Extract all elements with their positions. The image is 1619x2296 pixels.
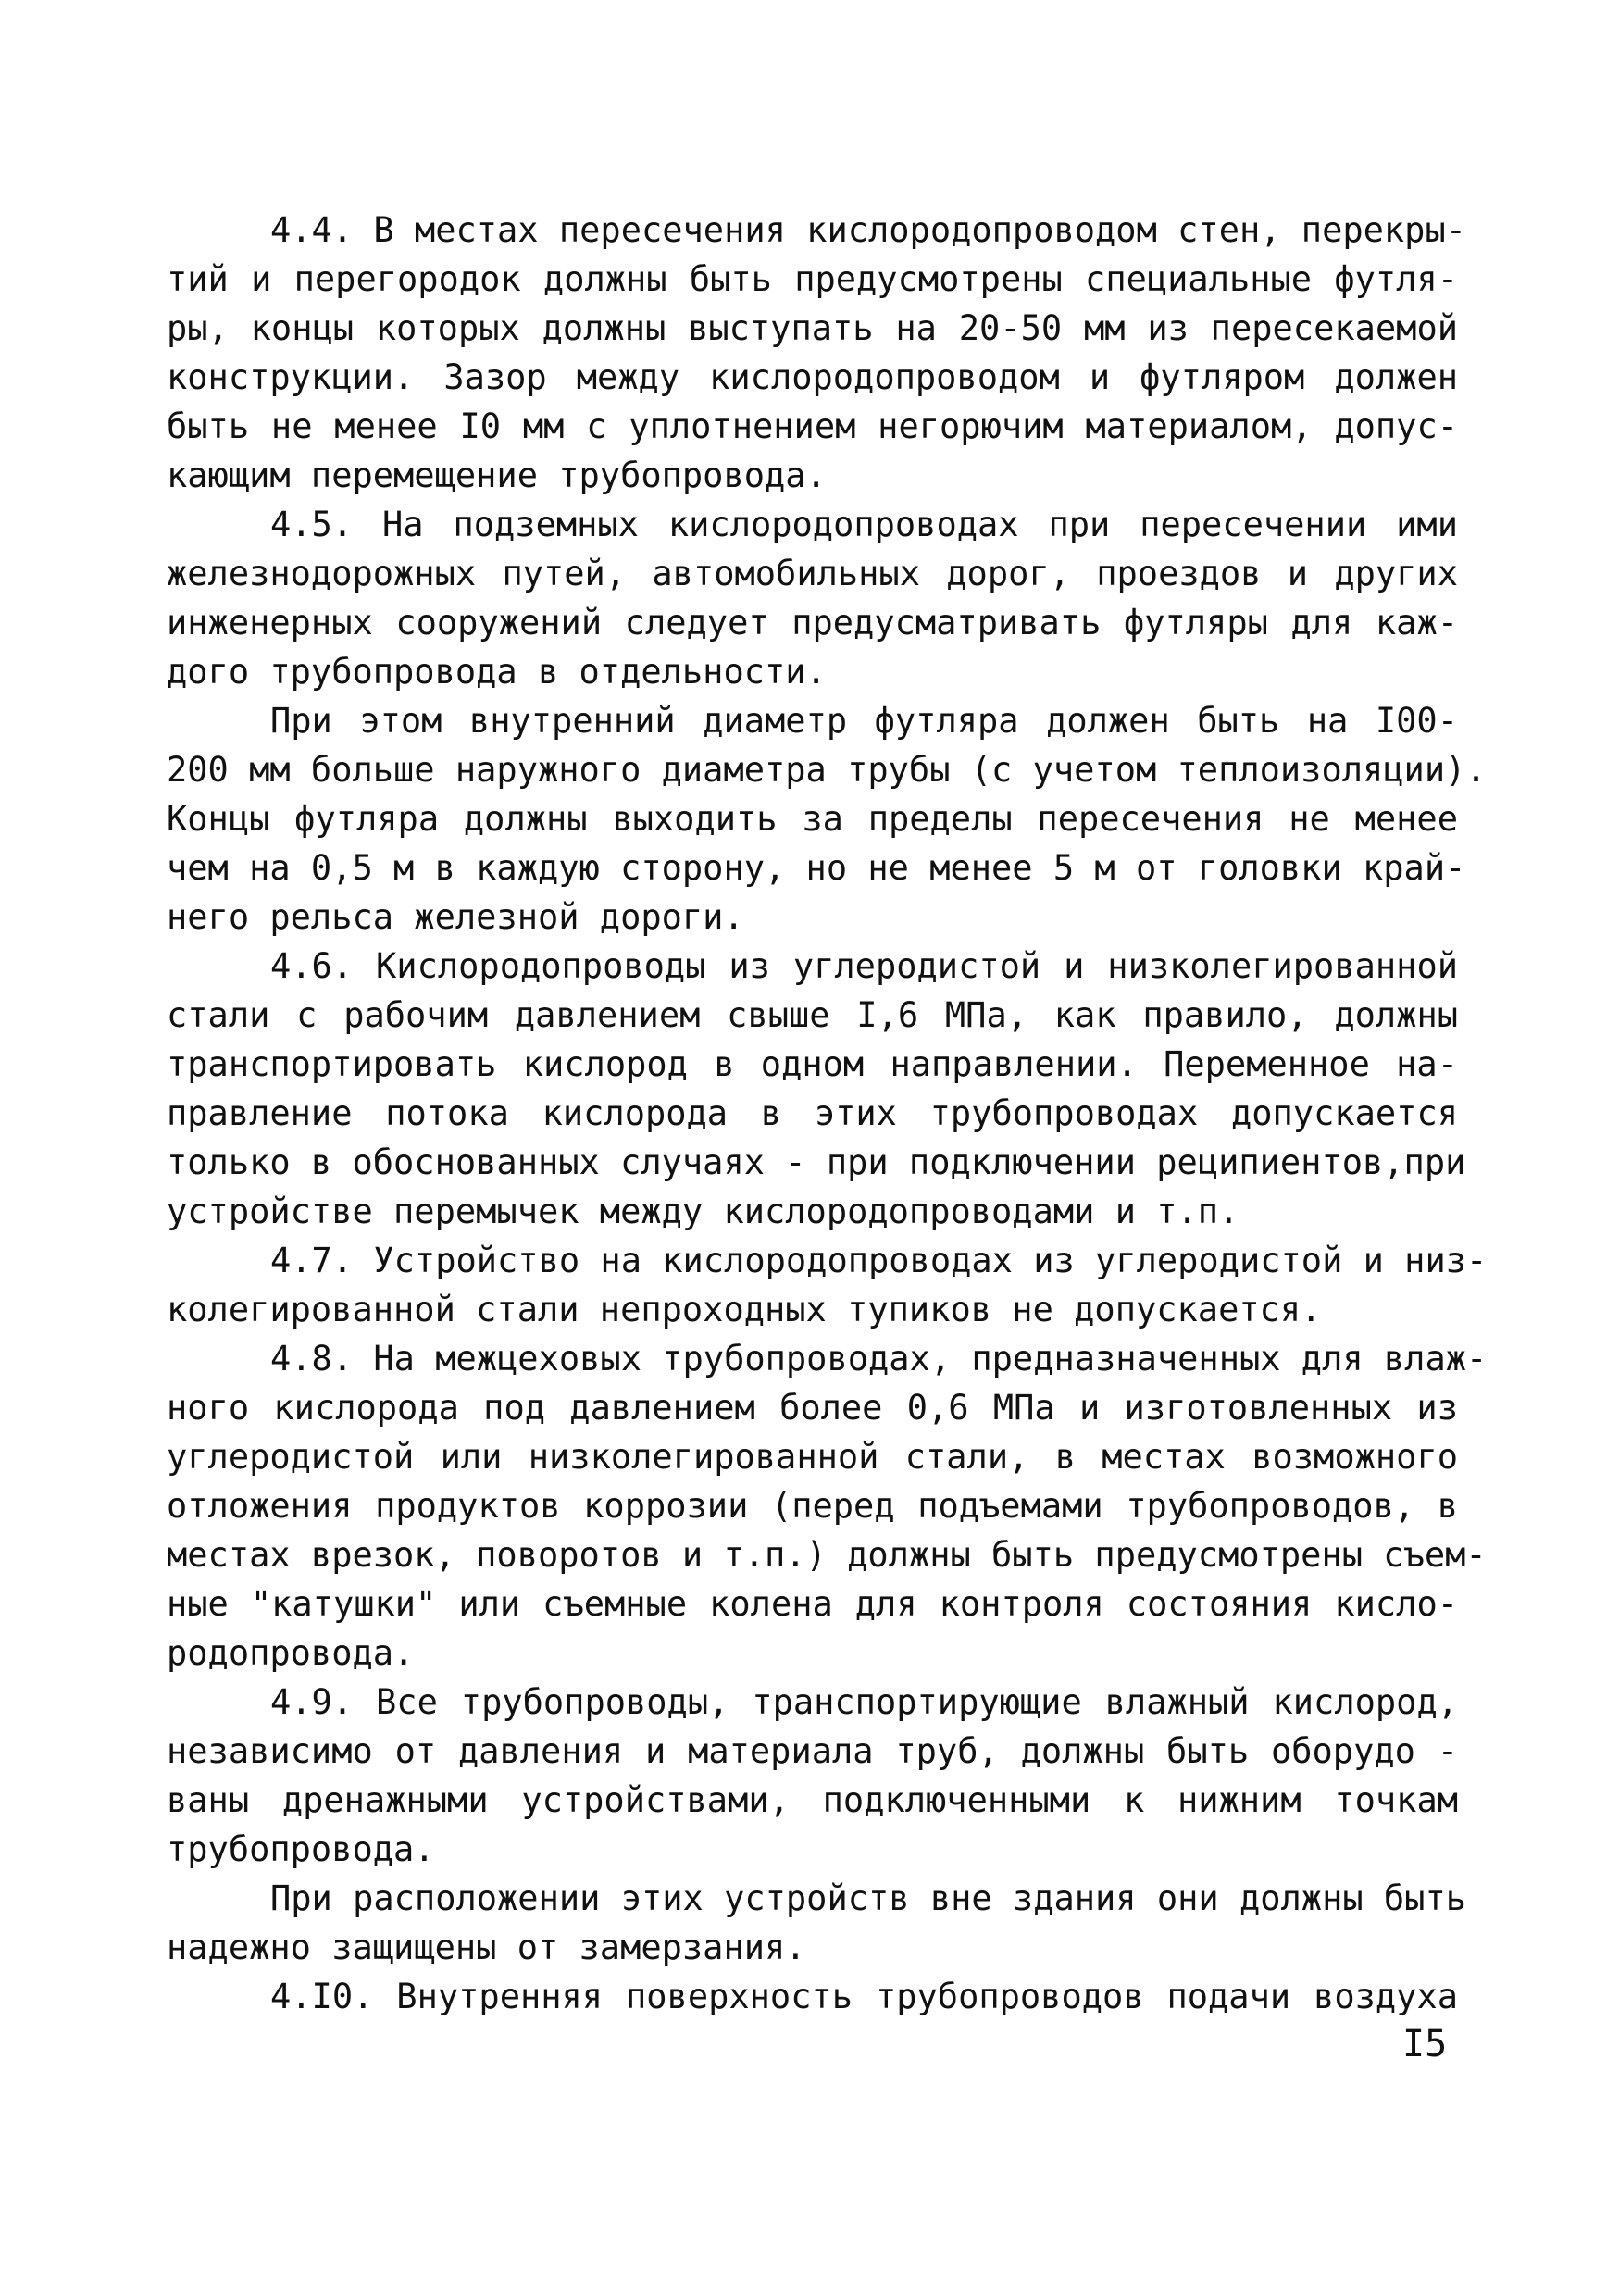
paragraph-4-5-continued (167, 696, 1487, 942)
text-line: стали с рабочим давлением свыше I,6 МПа, как правило, должны (167, 995, 1458, 1035)
page-number: I5 (1402, 2023, 1448, 2065)
text-line: дого трубопровода в отдельности. (167, 652, 827, 692)
text-line: местах врезок, поворотов и т.п.) должны быть предусмотрены съем- (167, 1535, 1487, 1575)
paragraph-4-5 (167, 500, 1458, 696)
text-line: колегированной стали непроходных тупиков не допускается. (167, 1290, 1322, 1329)
paragraph-4-6 (167, 942, 1466, 1236)
text-line: 4.4. В местах пересечения кислородопроводом стен, перекры- (270, 210, 1467, 250)
text-line: ные "катушки" или съемные колена для контроля состояния кисло- (167, 1584, 1458, 1624)
text-line: родопровода. (167, 1633, 415, 1673)
paragraph-4-9 (167, 1678, 1458, 1874)
text-line: трубопровода. (167, 1829, 435, 1869)
text-line: чем на 0,5 м в каждую сторону, но не менее 5 м от головки край- (167, 848, 1466, 888)
paragraph-4-9-continued (167, 1874, 1467, 1972)
text-line: инженерных сооружений следует предусматривать футляры для каж- (167, 603, 1458, 643)
text-line: тий и перегородок должны быть предусмотрены специальные футля- (167, 259, 1458, 299)
text-line: углеродистой или низколегированной стали, в местах возможного (167, 1437, 1458, 1477)
text-line: При расположении этих устройств вне здания они должны быть (270, 1878, 1467, 1918)
text-line: правление потока кислорода в этих трубопроводах допускается (167, 1093, 1458, 1133)
text-line: 4.8. На межцеховых трубопроводах, предназначенных для влаж- (270, 1339, 1488, 1379)
text-line: 4.5. На подземных кислородопроводах при пересечении ими (270, 505, 1458, 544)
text-line: кающим перемещение трубопровода. (167, 455, 827, 495)
document-body (167, 206, 1488, 2021)
text-line: 4.I0. Внутренняя поверхность трубопроводов подачи воздуха (270, 1977, 1458, 2016)
text-line: При этом внутренний диаметр футляра должен быть на I00- (270, 701, 1458, 741)
text-line: 4.6. Кислородопроводы из углеродистой и низколегированной (270, 946, 1458, 986)
text-line: надежно защищены от замерзания. (167, 1928, 806, 1967)
text-line: транспортировать кислород в одном направлении. Переменное на- (167, 1044, 1458, 1084)
text-line: 4.9. Все трубопроводы, транспортирующие влажный кислород, (270, 1682, 1458, 1722)
paragraph-4-4 (167, 206, 1467, 500)
text-line: быть не менее I0 мм с уплотнением негорючим материалом, допус- (167, 406, 1458, 446)
text-line: железнодорожных путей, автомобильных дорог, проездов и других (167, 554, 1458, 593)
paragraph-4-8 (167, 1334, 1488, 1678)
text-line: устройстве перемычек между кислородопроводами и т.п. (167, 1192, 1239, 1231)
text-line: 4.7. Устройство на кислородопроводах из углеродистой и низ- (270, 1241, 1488, 1280)
text-line: 200 мм больше наружного диаметра трубы (с учетом теплоизоляции). (167, 750, 1487, 790)
paragraph-4-7 (167, 1236, 1488, 1334)
text-line: только в обоснованных случаях - при подключении реципиентов,при (167, 1142, 1466, 1182)
text-line: ры, концы которых должны выступать на 20-50 мм из пересекаемой (167, 308, 1458, 348)
text-line: конструкции. Зазор между кислородопроводом и футляром должен (167, 357, 1458, 397)
text-line: ваны дренажными устройствами, подключенными к нижним точкам (167, 1780, 1458, 1820)
paragraph-4-10 (167, 1972, 1458, 2021)
text-line: Концы футляра должны выходить за пределы пересечения не менее (167, 799, 1458, 839)
text-line: него рельса железной дороги. (167, 897, 744, 937)
text-line: независимо от давления и материала труб, должны быть оборудо - (167, 1731, 1458, 1771)
text-line: отложения продуктов коррозии (перед подъемами трубопроводов, в (167, 1486, 1458, 1526)
text-line: ного кислорода под давлением более 0,6 МПа и изготовленных из (167, 1388, 1458, 1428)
